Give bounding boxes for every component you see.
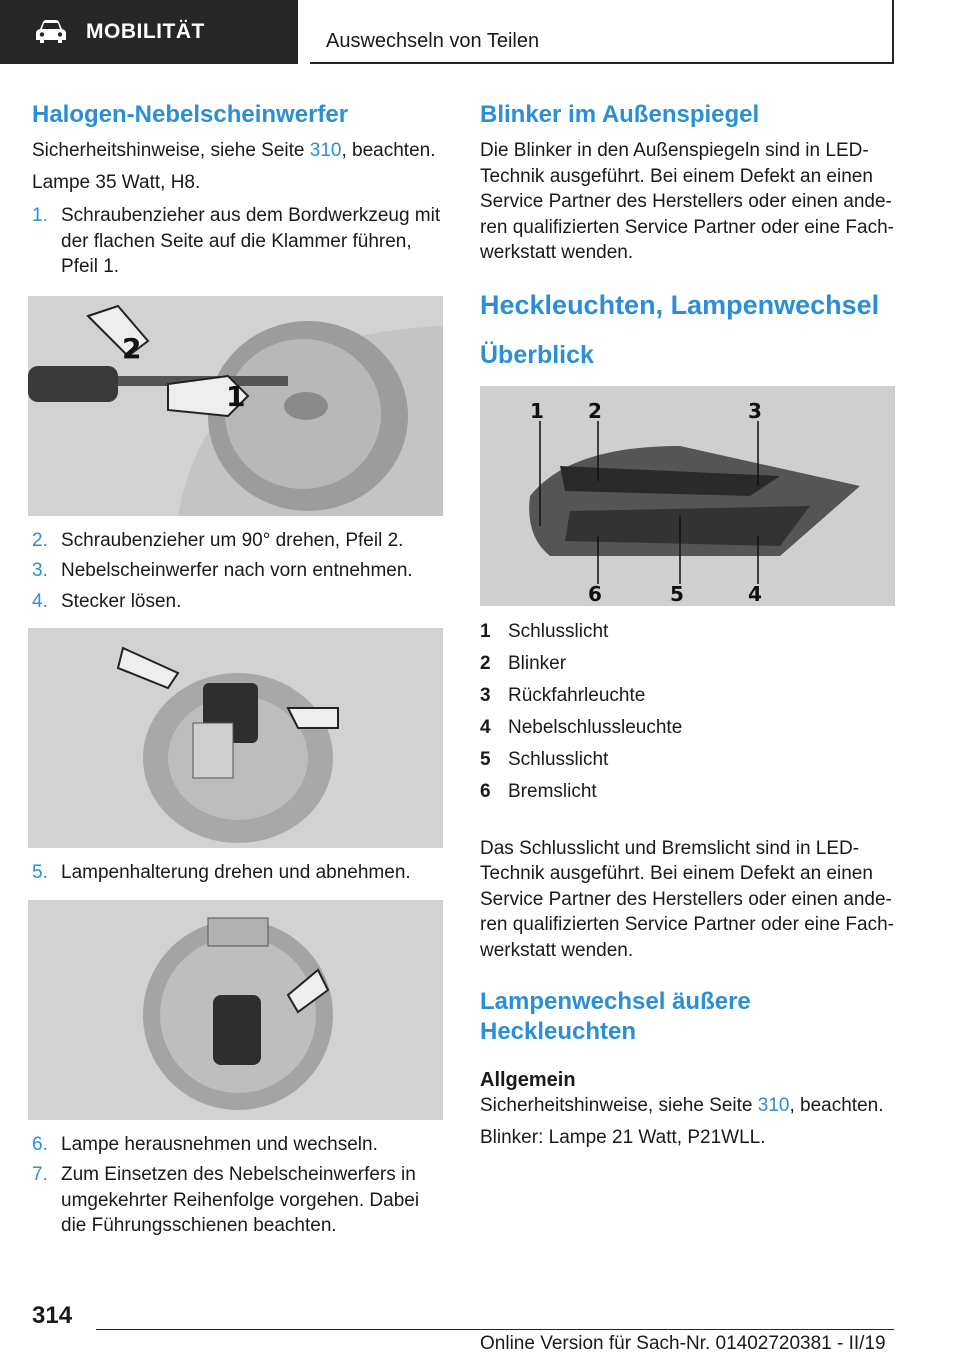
callout-6: 6 — [588, 581, 602, 606]
legend-item: 2 Blinker — [480, 652, 567, 674]
mirror-blinker-para: Die Blinker in den Außenspiegeln sind in LED- Technik ausgeführt. Bei einem Defekt an einen Service Partner des Herstellers oder einen ande- ren qualifizierten Service Partner oder eine Fach- werkstatt wenden. — [480, 140, 894, 263]
outer-tail-heading: Lampenwechsel äußere Heckleuchten — [480, 988, 751, 1045]
callout-5: 5 — [670, 581, 684, 606]
illustration-lamp-holder — [28, 900, 443, 1120]
callout-2: 2 — [588, 398, 602, 423]
general-heading: Allgemein — [480, 1069, 576, 1091]
callout-3: 3 — [748, 398, 762, 423]
left-column — [32, 100, 444, 1239]
legend-item: 1 Schlusslicht — [480, 620, 609, 642]
step-1: 1. Schraubenzieher aus dem Bordwerkzeug mit der flachen Seite auf die Klammer führen, Pfeil 1. — [32, 205, 441, 277]
lamp-holder-figure — [28, 900, 443, 1120]
illustration-tail-light — [480, 386, 895, 606]
right-column — [480, 100, 896, 1150]
page-link[interactable]: 310 — [309, 140, 342, 161]
footer-divider — [96, 1329, 894, 1330]
legend-item: 5 Schlusslicht — [480, 748, 609, 770]
fog-light-screwdriver-figure — [28, 296, 443, 516]
safety-note: Sicherheitshinweise, siehe Seite 310, beachten. — [32, 140, 436, 161]
illustration-screwdriver — [28, 296, 443, 516]
page-link[interactable]: 310 — [757, 1095, 790, 1116]
mirror-blinker-heading: Blinker im Außenspiegel — [480, 101, 760, 128]
chapter-tab — [0, 0, 298, 64]
callout-4: 4 — [748, 581, 762, 606]
chapter-title: MOBILITÄT — [86, 20, 205, 43]
section-header — [310, 0, 894, 64]
legend-item: 3 Rückfahrleuchte — [480, 684, 646, 706]
callout-2: 2 — [122, 331, 142, 365]
plug-release-figure — [28, 628, 443, 848]
callout-1: 1 — [226, 379, 246, 413]
step-6: 6. Lampe herausnehmen und wechseln. — [32, 1133, 378, 1155]
illustration-plug — [28, 628, 443, 848]
callout-1: 1 — [530, 398, 544, 423]
fog-light-heading: Halogen-Nebelscheinwerfer — [32, 101, 349, 128]
tail-light-overview-figure — [480, 386, 895, 606]
legend-list — [480, 616, 896, 808]
tail-lights-heading: Heckleuchten, Lampenwechsel — [480, 289, 880, 320]
safety-note-right: Sicherheitshinweise, siehe Seite 310, beachten. — [480, 1095, 884, 1116]
lamp-spec: Lampe 35 Watt, H8. — [32, 171, 201, 193]
legend-item: 6 Bremslicht — [480, 780, 597, 802]
blinker-spec: Blinker: Lampe 21 Watt, P21WLL. — [480, 1126, 766, 1148]
section-title: Auswechseln von Teilen — [326, 30, 540, 52]
step-4: 4. Stecker lösen. — [32, 590, 182, 612]
legend-item: 4 Nebelschlussleuchte — [480, 716, 683, 738]
car-icon — [34, 19, 68, 45]
step-5: 5. Lampenhalterung drehen und abnehmen. — [32, 862, 411, 883]
step-7: 7. Zum Einsetzen des Nebelscheinwerfers in umgekehrter Reihenfolge vorgehen. Dabei die Führungsschienen beachten. — [32, 1164, 420, 1236]
tail-led-para: Das Schlusslicht und Bremslicht sind in LED- Technik ausgeführt. Bei einem Defekt an einen Service Partner des Herstellers oder einen ande- ren qualifizierten Service Partner oder eine Fach- werkstatt wenden. — [480, 837, 894, 961]
overview-heading: Überblick — [480, 340, 594, 369]
step-2: 2. Schraubenzieher um 90° drehen, Pfeil 2. — [32, 529, 404, 551]
page-number: 314 — [32, 1302, 73, 1329]
footer-online-version: Online Version für Sach-Nr. 01402720381 - II/19 — [480, 1333, 886, 1354]
step-3: 3. Nebelscheinwerfer nach vorn entnehmen. — [32, 560, 413, 581]
